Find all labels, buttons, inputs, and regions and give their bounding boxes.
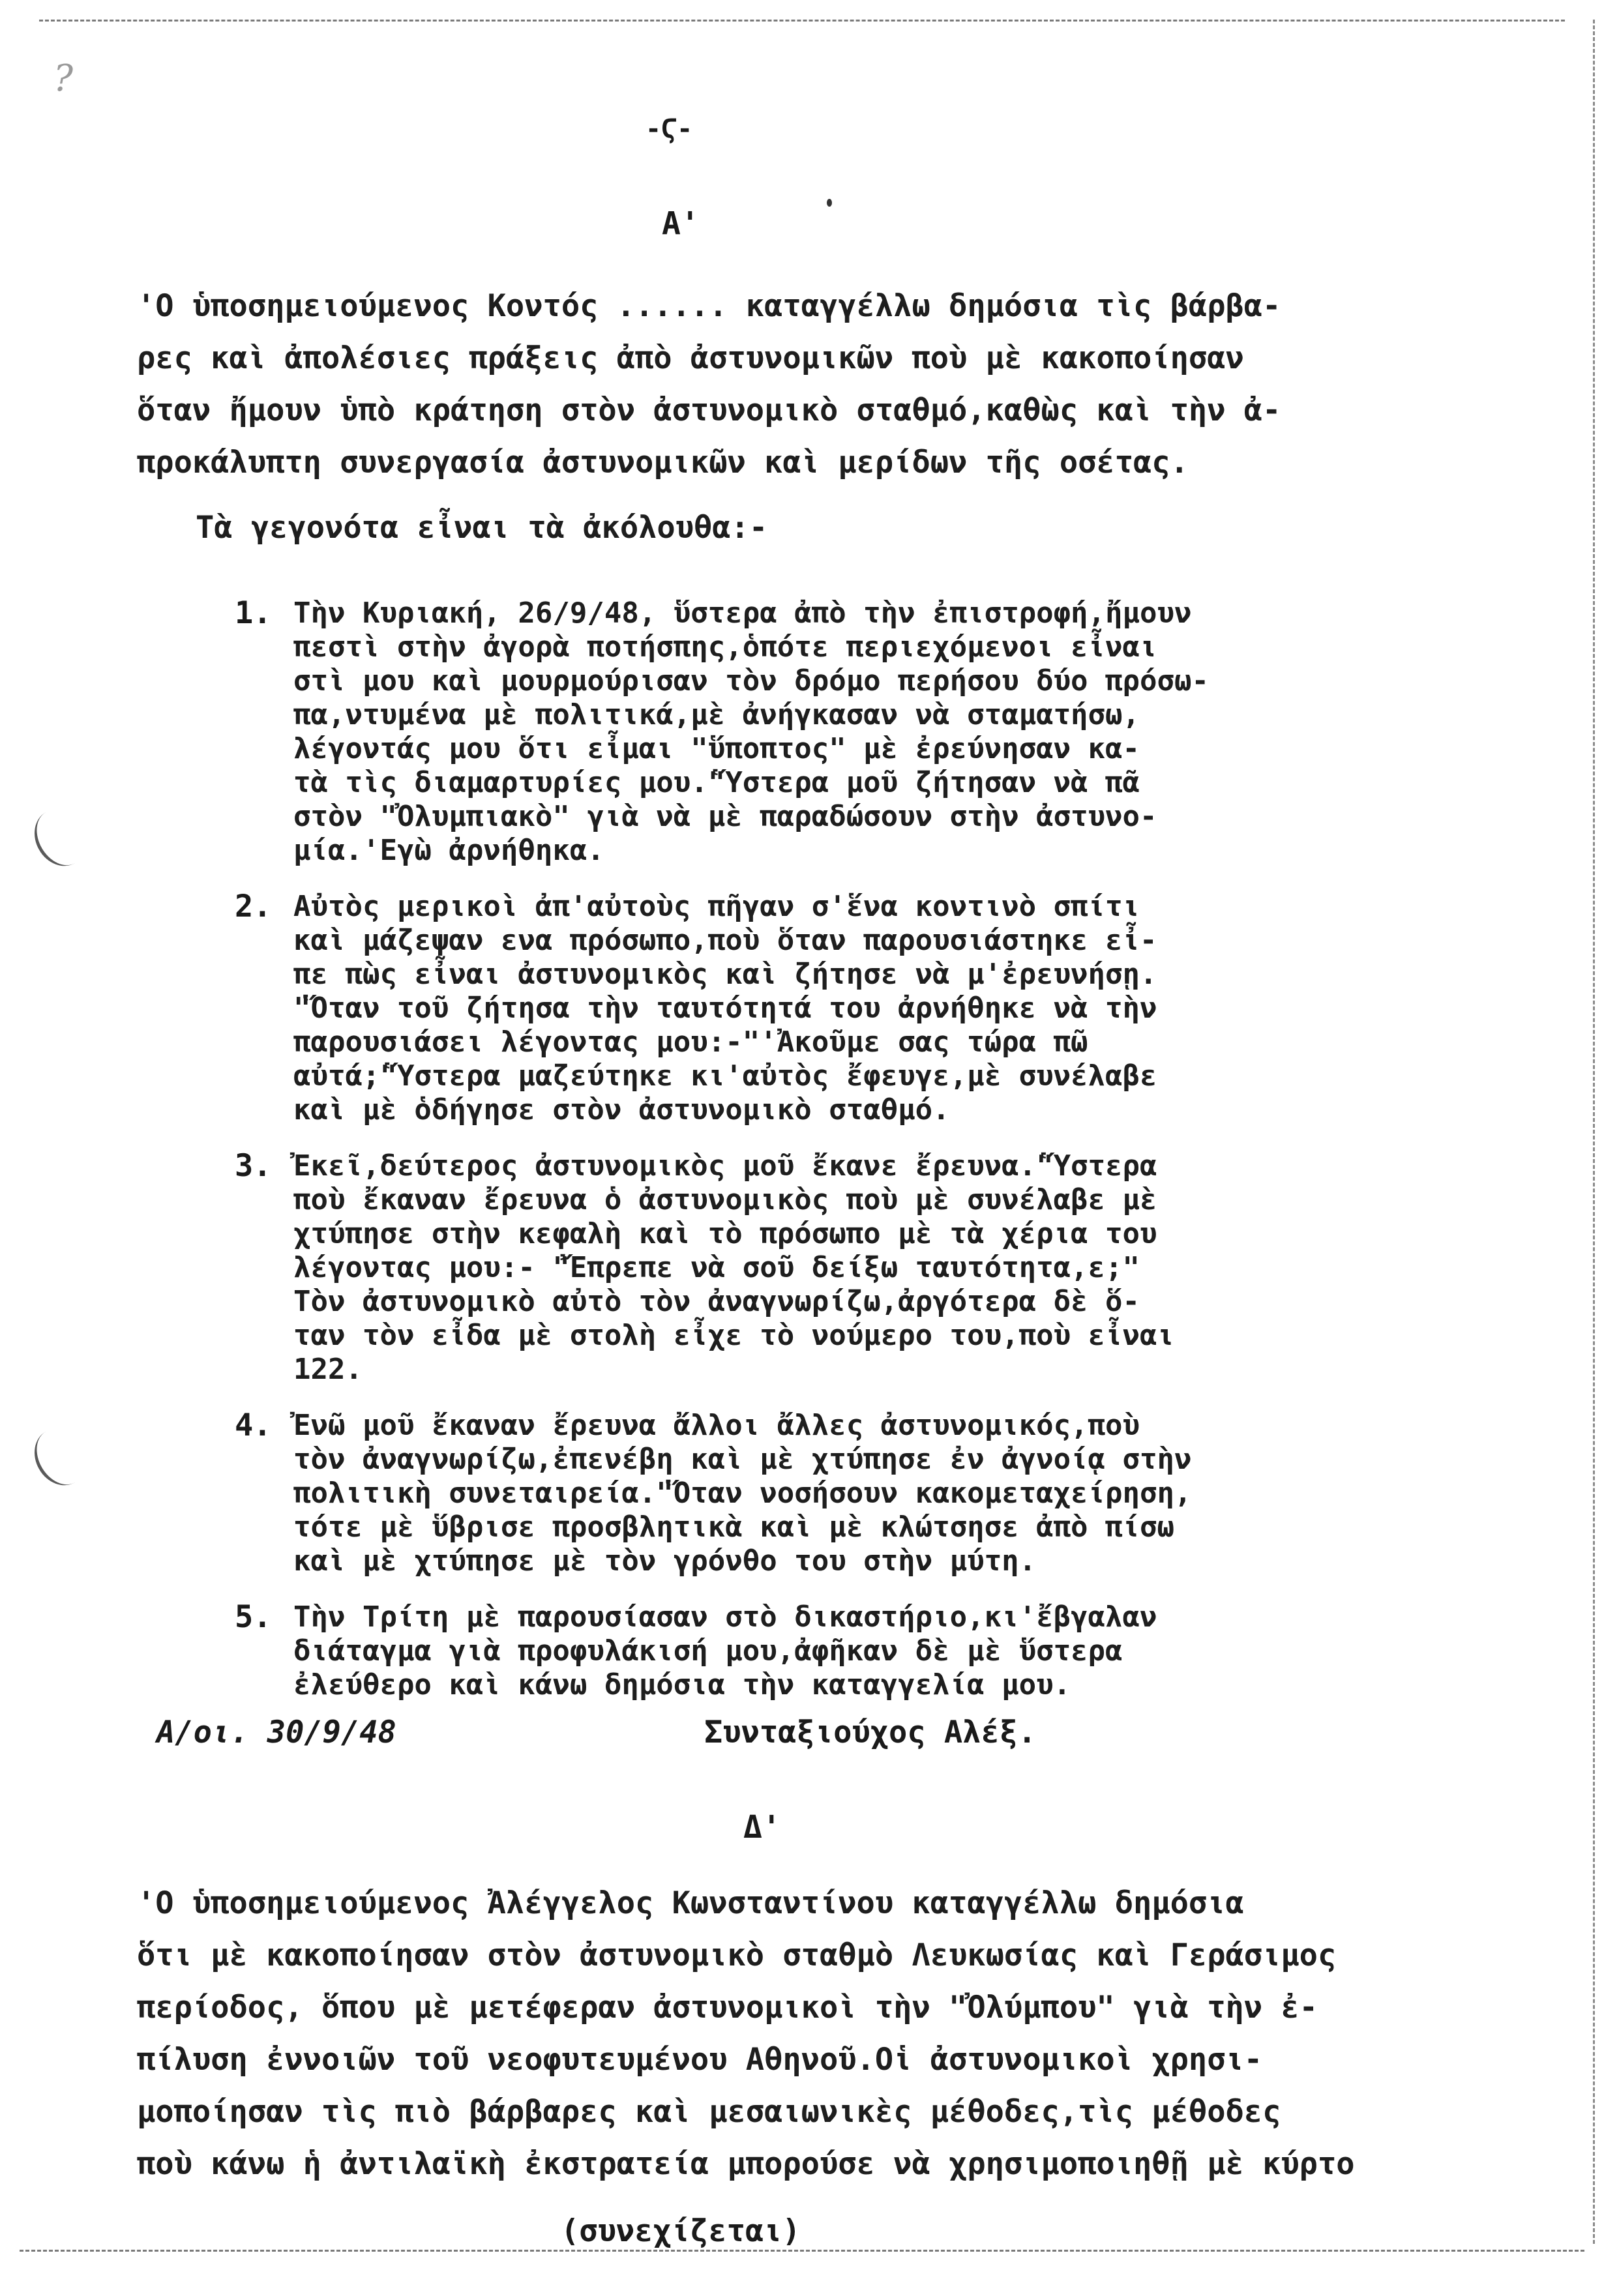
signature-name: Συνταξιούχος Αλέξ. xyxy=(704,1715,1037,1750)
list-item xyxy=(235,596,1311,868)
allegation-list xyxy=(235,596,1311,1724)
page-border-right xyxy=(1593,20,1595,2244)
lead-line: Τὰ γεγονότα εἶναι τὰ ἀκόλουθα:- xyxy=(196,510,768,546)
page-border-top xyxy=(39,20,1565,22)
closing-paragraph: 'Ο ὑποσημειούμενος Ἀλέγγελος Κωνσταντίνου καταγγέλλω δημόσια ὅτι μὲ κακοποίησαν στὸν ἀστυνομικὸ σταθμὸ Λευκωσίας καὶ Γεράσιμος περίοδος, ὅπου μὲ μετέφεραν ἀστυνομικοὶ τὴν "Ὀλύμπου" γιὰ τὴν ἐ- πίλυση ἐννοιῶν τοῦ νεοφυτευμένου Αθηνοῦ.Οἱ ἀστυνομικοὶ χρησι- μοποίησαν τὶς πιὸ βάρβαρες καὶ μεσαιωνικὲς μέθοδες,τὶς μέθοδες ποὺ κάνω ἡ ἀντιλαϊκὴ ἐκστρατεία μπορούσε νὰ χρησιμοποιηθῇ μὲ κύρτο xyxy=(137,1885,1355,2182)
intro-paragraph: 'Ο ὑποσημειούμενος Κοντός ...... καταγγέλλω δημόσια τὶς βάρβα- ρες καὶ ἀπολέσιες πράξεις ἀπὸ ἀστυνομικῶν ποὺ μὲ κακοποίησαν ὅταν ἤμουν ὑπὸ κράτηση στὸν ἀστυνομικὸ σταθμό,καθὼς καὶ τὴν ἀ- προκάλυπτη συνεργασία ἀστυνομικῶν καὶ μερίδων τῆς οσέτας. xyxy=(137,288,1281,480)
item-text: Ἐνῶ μοῦ ἔκαναν ἔρευνα ἄλλοι ἄλλες ἀστυνομικός,ποὺ τὸν ἀναγνωρίζω,ἐπενέβη καὶ μὲ χτύπησε ἐν ἀγνοίᾳ στὴν πολιτικὴ συνεταιρεία."Ὅταν νοσήσουν κακομεταχείρηση, τότε μὲ ὕβρισε προσβλητικὰ καὶ μὲ κλώτσησε ἀπὸ πίσω καὶ μὲ χτύπησε μὲ τὸν γρόνθο του στὴν μύτη. xyxy=(293,1409,1192,1578)
item-text: Αὐτὸς μερικοὶ ἀπ'αὐτοὺς πῆγαν σ'ἕνα κοντινὸ σπίτι καὶ μάζεψαν ενα πρόσωπο,ποὺ ὅταν παρουσιάστηκε εἶ- πε πὼς εἶναι ἀστυνομικὸς καὶ ζήτησε νὰ μ'ἐρευνήσῃ. "Ὅταν τοῦ ζήτησα τὴν ταυτότητά του ἀρνήθηκε νὰ τὴν παρουσιάσει λέγοντας μου:-"'Ἀκοῦμε σας τώρα πῶ αὐτά;"Ὕστερα μαζεύτηκε κι'αὐτὸς ἔφευγε,μὲ συνέλαβε καὶ μὲ ὁδήγησε στὸν ἀστυνομικὸ σταθμό. xyxy=(293,890,1157,1126)
list-item xyxy=(235,1409,1311,1578)
continued-label: (συνεχίζεται) xyxy=(561,2213,801,2249)
section-a-heading: Α' xyxy=(662,205,700,242)
list-item xyxy=(235,1600,1311,1702)
item-text: Τὴν Κυριακή, 26/9/48, ὕστερα ἀπὸ τὴν ἐπιστροφή,ἤμουν πεστὶ στὴν ἀγορὰ ποτήσπης,ὁπότε περιεχόμενοι εἶναι στὶ μου καὶ μουρμούρισαν τὸν δρόμο περήσου δύο πρόσω- πα,ντυμένα μὲ πολιτικά,μὲ ἀνήγκασαν νὰ σταματήσω, λέγοντάς μου ὅτι εἶμαι "ὕποπτος" μὲ ἐρεύνησαν κα- τὰ τὶς διαμαρτυρίες μου."Ὕστερα μοῦ ζήτησαν νὰ πᾶ στὸν "Ὀλυμπιακὸ" γιὰ νὰ μὲ παραδώσουν στὴν ἀστυνο- μία.'Εγὼ ἀρνήθηκα. xyxy=(293,596,1209,867)
page-number: -Ϛ- xyxy=(646,114,693,144)
punch-hole-mark xyxy=(25,1419,97,1494)
list-item xyxy=(235,890,1311,1127)
section-b-heading: Δ' xyxy=(743,1809,781,1846)
item-text: Τὴν Τρίτη μὲ παρουσίασαν στὸ δικαστήριο,κι'ἔβγαλαν διάταγμα γιὰ προφυλάκισή μου,ἀφῆκαν δὲ μὲ ὕστερα ἐλεύθερο καὶ κάνω δημόσια τὴν καταγγελία μου. xyxy=(293,1600,1157,1701)
item-text: Ἐκεῖ,δεύτερος ἀστυνομικὸς μοῦ ἔκανε ἔρευνα."Ὕστερα ποὺ ἔκαναν ἔρευνα ὁ ἀστυνομικὸς ποὺ μὲ συνέλαβε μὲ χτύπησε στὴν κεφαλὴ καὶ τὸ πρόσωπο μὲ τὰ χέρια του λέγοντας μου:- "Ἔπρεπε νὰ σοῦ δείξω ταυτότητα,ε;" Τὸν ἀστυνομικὸ αὐτὸ τὸν ἀναγνωρίζω,ἀργότερα δὲ ὅ- ταν τὸν εἶδα μὲ στολὴ εἶχε τὸ νούμερο του,ποὺ εἶναι 122. xyxy=(293,1149,1175,1386)
item-number: 1. xyxy=(235,595,272,631)
item-number: 5. xyxy=(235,1599,272,1635)
item-number: 4. xyxy=(235,1407,272,1443)
punch-hole-mark xyxy=(25,800,97,875)
item-number: 2. xyxy=(235,889,272,924)
ink-speck xyxy=(827,199,832,207)
signature-date: Α/οι. 30/9/48 xyxy=(156,1715,396,1750)
item-number: 3. xyxy=(235,1148,272,1184)
corner-handwritten-mark: ? xyxy=(53,57,74,100)
list-item xyxy=(235,1149,1311,1387)
page-border-bottom xyxy=(20,2250,1584,2252)
